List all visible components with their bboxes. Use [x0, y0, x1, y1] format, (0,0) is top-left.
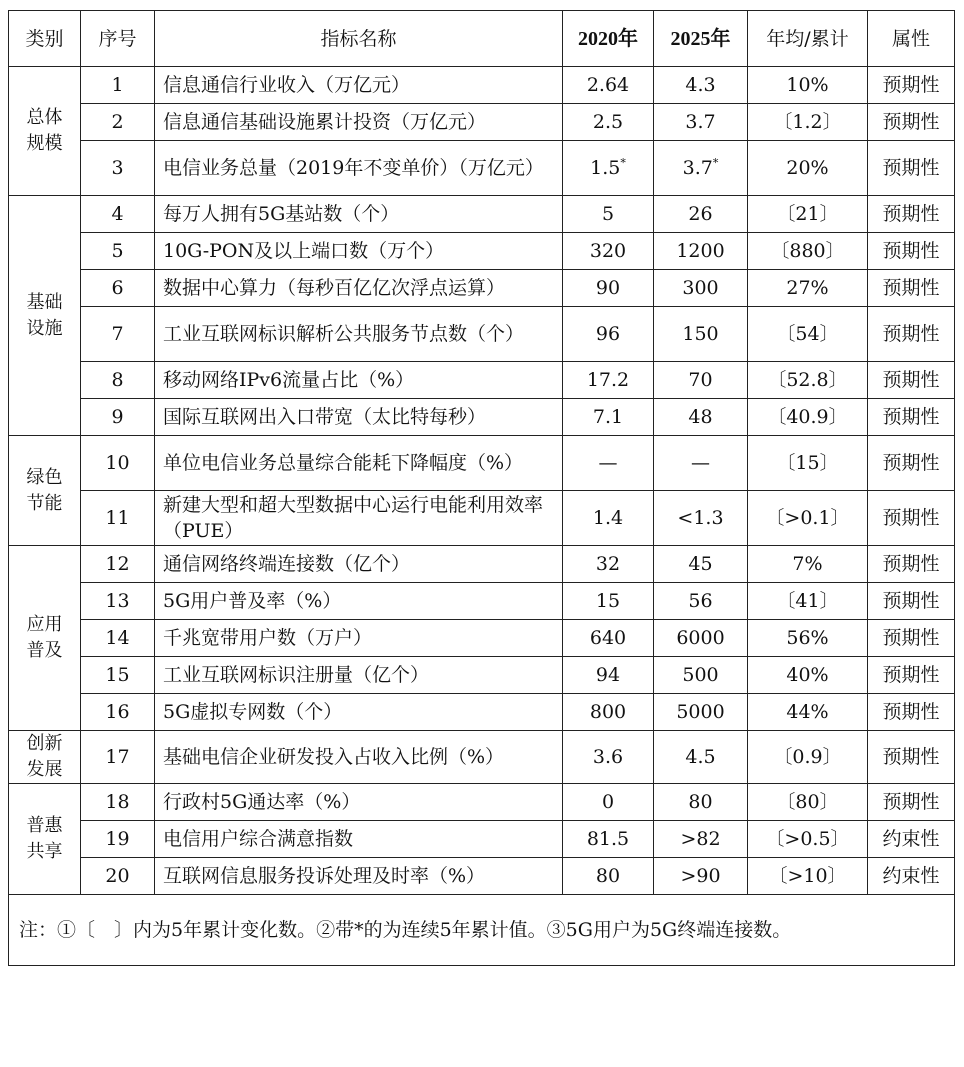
avg-cumulative-cell [748, 620, 868, 657]
number-text: 15 [105, 664, 130, 686]
number-cell [81, 858, 155, 895]
category-label-line: 设施 [26, 317, 63, 339]
number-cell [81, 270, 155, 307]
number-text: 5 [111, 240, 124, 262]
number-text: 19 [105, 828, 130, 850]
number-cell [81, 491, 155, 546]
value-2020-cell [563, 657, 654, 694]
number-text: 11 [105, 507, 130, 529]
attribute-cell [868, 657, 955, 694]
attribute-text: 预期性 [882, 369, 940, 391]
table-row [9, 399, 955, 436]
attribute-text: 预期性 [882, 111, 940, 133]
value-2025-cell [654, 731, 748, 784]
value-2020-cell [563, 784, 654, 821]
attribute-text: 预期性 [882, 791, 940, 813]
avg-cumulative-cell [748, 657, 868, 694]
avg-cumulative-cell [748, 233, 868, 270]
number-cell [81, 196, 155, 233]
value-2020-text: 5 [601, 203, 615, 225]
table-row [9, 270, 955, 307]
value-2025-cell [654, 362, 748, 399]
attribute-text: 预期性 [882, 590, 940, 612]
value-2025-text: 26 [688, 203, 713, 225]
attribute-text: 预期性 [882, 406, 940, 428]
avg-cumulative-cell [748, 399, 868, 436]
value-2025-cell [654, 67, 748, 104]
value-2020-cell [563, 731, 654, 784]
avg-cumulative-text: 56% [786, 627, 829, 649]
avg-cumulative-text: 20% [786, 157, 829, 179]
table-header-row [9, 11, 955, 67]
avg-cumulative-cell [748, 436, 868, 491]
value-2020-cell [563, 307, 654, 362]
indicator-name-cell [155, 399, 563, 436]
attribute-text: 预期性 [882, 323, 940, 345]
indicator-table-document [8, 10, 954, 966]
avg-cumulative-text: 〔80〕 [776, 791, 839, 813]
attribute-text: 预期性 [882, 452, 940, 474]
value-2025-cell [654, 307, 748, 362]
indicator-name-text: 信息通信基础设施累计投资（万亿元） [163, 111, 487, 133]
indicator-name-text: 单位电信业务总量综合能耗下降幅度（%） [163, 452, 524, 474]
category-label-line: 基础 [26, 291, 63, 313]
avg-cumulative-text: 〔880〕 [770, 240, 845, 262]
number-cell [81, 784, 155, 821]
value-2025-text: 45 [688, 553, 713, 575]
indicator-name-text: 每万人拥有5G基站数（个） [163, 203, 400, 225]
indicator-name-text: 基础电信企业研发投入占收入比例（%） [163, 746, 505, 768]
value-2025-cell [654, 784, 748, 821]
header-category: 类别 [9, 11, 81, 67]
indicator-name-text: 信息通信行业收入（万亿元） [163, 74, 411, 96]
table-row [9, 694, 955, 731]
header-indicator-name: 指标名称 [155, 11, 563, 67]
header-2025: 2025年 [654, 11, 748, 67]
indicator-name-text: 5G用户普及率（%） [163, 590, 342, 612]
avg-cumulative-cell [748, 67, 868, 104]
value-2025-text: 56 [688, 590, 713, 612]
value-2025-cell [654, 620, 748, 657]
indicator-name-cell [155, 141, 563, 196]
attribute-cell [868, 491, 955, 546]
value-2025-cell [654, 546, 748, 583]
indicator-name-cell [155, 731, 563, 784]
avg-cumulative-cell [748, 491, 868, 546]
number-text: 8 [111, 369, 124, 391]
table-note: 注：①〔 〕内为5年累计变化数。②带*的为连续5年累计值。③5G用户为5G终端连接数。 [9, 895, 955, 966]
attribute-text: 预期性 [882, 277, 940, 299]
table-row [9, 196, 955, 233]
indicator-name-cell [155, 657, 563, 694]
table-row [9, 731, 955, 784]
value-2020-text: 96 [595, 323, 621, 345]
category-label-line: 普惠 [26, 815, 63, 836]
table-row [9, 141, 955, 196]
value-2020-text: 3.6 [592, 746, 624, 768]
number-cell [81, 657, 155, 694]
value-2025-text: 4.5 [685, 746, 716, 768]
avg-cumulative-cell [748, 821, 868, 858]
number-cell [81, 141, 155, 196]
indicator-name-cell [155, 67, 563, 104]
number-cell [81, 436, 155, 491]
attribute-cell [868, 858, 955, 895]
table-row [9, 362, 955, 399]
attribute-cell [868, 620, 955, 657]
indicator-table [8, 10, 955, 966]
value-2025-text: 3.7 [682, 157, 713, 179]
value-2025-cell [654, 436, 748, 491]
attribute-cell [868, 104, 955, 141]
indicator-name-cell [155, 196, 563, 233]
attribute-text: 预期性 [882, 507, 940, 529]
number-text: 3 [111, 157, 124, 179]
category-label-line: 共享 [26, 841, 63, 862]
value-2025-text: 1200 [676, 240, 725, 262]
value-2020-text: 320 [589, 240, 627, 262]
number-text: 4 [111, 203, 124, 225]
value-2020-cell [563, 104, 654, 141]
attribute-text: 约束性 [882, 865, 940, 887]
indicator-name-text: 工业互联网标识解析公共服务节点数（个） [163, 323, 525, 345]
attribute-cell [868, 694, 955, 731]
number-text: 10 [105, 452, 130, 474]
value-2025-text: >90 [680, 865, 721, 887]
indicator-name-cell [155, 233, 563, 270]
attribute-cell [868, 141, 955, 196]
attribute-text: 预期性 [882, 74, 940, 96]
value-2020-text: 90 [595, 277, 621, 299]
value-2020-text: 80 [595, 865, 621, 887]
number-cell [81, 307, 155, 362]
number-text: 18 [105, 791, 130, 813]
avg-cumulative-cell [748, 858, 868, 895]
category-label-line: 绿色 [26, 466, 63, 488]
category-label-line: 总体 [26, 107, 63, 128]
table-row [9, 104, 955, 141]
indicator-name-text: 电信用户综合满意指数 [163, 828, 354, 850]
attribute-text: 预期性 [882, 240, 940, 262]
avg-cumulative-text: 〔0.9〕 [773, 746, 842, 768]
value-2020-cell [563, 694, 654, 731]
value-2025-cell [654, 399, 748, 436]
value-2025-text: 6000 [676, 627, 725, 649]
value-2020-text: 640 [589, 627, 627, 649]
value-2025-text: 48 [688, 406, 713, 428]
table-row [9, 657, 955, 694]
table-row [9, 233, 955, 270]
value-2020-cell [563, 620, 654, 657]
category-cell [9, 784, 81, 895]
table-row [9, 307, 955, 362]
avg-cumulative-text: 〔>0.5〕 [765, 828, 850, 850]
value-2025-cell [654, 104, 748, 141]
indicator-name-text: 互联网信息服务投诉处理及时率（%） [163, 865, 486, 887]
attribute-cell [868, 731, 955, 784]
attribute-cell [868, 233, 955, 270]
attribute-cell [868, 67, 955, 104]
table-row [9, 436, 955, 491]
number-cell [81, 821, 155, 858]
attribute-cell [868, 196, 955, 233]
indicator-name-text: 5G虚拟专网数（个） [163, 701, 343, 723]
attribute-text: 预期性 [882, 746, 940, 768]
value-2020-text: 0 [601, 791, 615, 813]
number-text: 14 [105, 627, 130, 649]
value-2020-cell [563, 436, 654, 491]
attribute-text: 预期性 [882, 701, 940, 723]
value-2025-text: 5000 [676, 701, 725, 723]
number-cell [81, 694, 155, 731]
avg-cumulative-cell [748, 307, 868, 362]
value-2020-text: 81.5 [586, 828, 630, 850]
value-2025-text: 150 [682, 323, 719, 345]
value-2025-text: >82 [680, 828, 721, 850]
avg-cumulative-text: 〔1.2〕 [773, 111, 842, 133]
indicator-name-cell [155, 858, 563, 895]
table-body [9, 67, 955, 895]
value-2025-cell [654, 694, 748, 731]
table-row [9, 821, 955, 858]
indicator-name-cell [155, 104, 563, 141]
value-2020-cell [563, 270, 654, 307]
attribute-cell [868, 583, 955, 620]
number-text: 13 [105, 590, 130, 612]
header-2020: 2020年 [563, 11, 654, 67]
avg-cumulative-cell [748, 546, 868, 583]
value-2020-text: 7.1 [592, 406, 624, 428]
header-number: 序号 [81, 11, 155, 67]
category-cell [9, 731, 81, 784]
value-2020-text: — [598, 452, 618, 474]
header-avg-cumulative: 年均/累计 [748, 11, 868, 67]
avg-cumulative-cell [748, 731, 868, 784]
avg-cumulative-text: 〔21〕 [776, 203, 839, 225]
attribute-cell [868, 362, 955, 399]
attribute-text: 预期性 [882, 553, 940, 575]
value-2020-cell [563, 196, 654, 233]
number-text: 2 [111, 111, 124, 133]
value-2020-cell [563, 858, 654, 895]
category-label-line: 应用 [26, 614, 63, 635]
value-2020-text: 17.2 [586, 369, 630, 391]
avg-cumulative-text: 10% [786, 74, 829, 96]
value-2020-cell [563, 141, 654, 196]
attribute-text: 约束性 [882, 828, 940, 850]
category-cell [9, 546, 81, 731]
indicator-name-text: 通信网络终端连接数（亿个） [163, 553, 411, 575]
avg-cumulative-text: 〔>0.1〕 [765, 507, 850, 529]
value-2025-text: 80 [688, 791, 713, 813]
number-cell [81, 399, 155, 436]
indicator-name-text: 移动网络IPv6流量占比（%） [163, 369, 415, 391]
attribute-text: 预期性 [882, 157, 940, 179]
value-2020-text: 1.4 [592, 507, 624, 529]
avg-cumulative-text: 〔54〕 [776, 323, 839, 345]
avg-cumulative-text: 〔40.9〕 [767, 406, 848, 428]
value-2020-text: 800 [589, 701, 627, 723]
header-attribute: 属性 [868, 11, 955, 67]
number-cell [81, 583, 155, 620]
table-row [9, 583, 955, 620]
value-2020-cell [563, 821, 654, 858]
value-2020-cell [563, 399, 654, 436]
number-text: 9 [111, 406, 124, 428]
attribute-cell [868, 307, 955, 362]
value-2025-cell [654, 196, 748, 233]
value-2020-text: 2.64 [586, 74, 630, 96]
attribute-text: 预期性 [882, 203, 940, 225]
avg-cumulative-text: 7% [792, 553, 823, 575]
attribute-cell [868, 546, 955, 583]
cumulative-star-mark: * [620, 156, 626, 170]
indicator-name-cell [155, 821, 563, 858]
avg-cumulative-cell [748, 196, 868, 233]
value-2025-cell [654, 821, 748, 858]
category-label-line: 创新 [26, 733, 63, 754]
indicator-name-cell [155, 784, 563, 821]
attribute-cell [868, 821, 955, 858]
avg-cumulative-text: 〔15〕 [776, 452, 839, 474]
attribute-cell [868, 399, 955, 436]
value-2025-text: 4.3 [685, 74, 716, 96]
indicator-name-text: 10G-PON及以上端口数（万个） [163, 240, 445, 262]
avg-cumulative-cell [748, 583, 868, 620]
avg-cumulative-text: 〔52.8〕 [767, 369, 848, 391]
avg-cumulative-cell [748, 362, 868, 399]
number-text: 16 [105, 701, 130, 723]
value-2020-cell [563, 491, 654, 546]
value-2025-cell [654, 233, 748, 270]
table-row [9, 546, 955, 583]
attribute-cell [868, 436, 955, 491]
number-text: 1 [111, 74, 124, 96]
indicator-name-cell [155, 546, 563, 583]
value-2025-text: 3.7 [685, 111, 716, 133]
attribute-cell [868, 270, 955, 307]
avg-cumulative-text: 27% [786, 277, 829, 299]
number-text: 7 [111, 323, 124, 345]
number-cell [81, 104, 155, 141]
value-2025-text: <1.3 [677, 507, 724, 529]
indicator-name-cell [155, 307, 563, 362]
attribute-text: 预期性 [882, 664, 940, 686]
table-row [9, 620, 955, 657]
value-2025-cell [654, 141, 748, 196]
value-2020-text: 1.5 [590, 157, 621, 179]
value-2025-cell [654, 858, 748, 895]
number-cell [81, 233, 155, 270]
table-row [9, 491, 955, 546]
avg-cumulative-text: 44% [786, 701, 829, 723]
avg-cumulative-text: 〔>10〕 [768, 865, 847, 887]
indicator-name-text: 行政村5G通达率（%） [163, 791, 361, 813]
number-cell [81, 731, 155, 784]
cumulative-star-mark: * [712, 156, 719, 170]
number-text: 12 [105, 553, 130, 575]
indicator-name-cell [155, 583, 563, 620]
number-cell [81, 620, 155, 657]
indicator-name-text: 国际互联网出入口带宽（太比特每秒） [163, 406, 487, 428]
attribute-text: 预期性 [882, 627, 940, 649]
value-2025-cell [654, 657, 748, 694]
value-2025-text: 300 [682, 277, 719, 299]
attribute-cell [868, 784, 955, 821]
value-2025-text: 500 [682, 664, 719, 686]
category-label-line: 规模 [26, 133, 63, 154]
avg-cumulative-cell [748, 270, 868, 307]
avg-cumulative-cell [748, 694, 868, 731]
value-2020-text: 2.5 [592, 111, 624, 133]
category-label-line: 发展 [26, 759, 63, 780]
table-row [9, 784, 955, 821]
value-2020-text: 15 [595, 590, 621, 612]
value-2020-cell [563, 67, 654, 104]
indicator-name-cell [155, 270, 563, 307]
value-2020-cell [563, 362, 654, 399]
category-label-line: 普及 [26, 640, 63, 661]
indicator-name-cell [155, 620, 563, 657]
number-text: 6 [111, 277, 124, 299]
avg-cumulative-cell [748, 141, 868, 196]
note-row [9, 895, 955, 966]
table-row [9, 67, 955, 104]
value-2020-cell [563, 233, 654, 270]
table-row [9, 858, 955, 895]
indicator-name-cell [155, 694, 563, 731]
avg-cumulative-cell [748, 784, 868, 821]
value-2020-cell [563, 546, 654, 583]
indicator-name-text: 数据中心算力（每秒百亿亿次浮点运算） [163, 277, 506, 299]
value-2020-text: 32 [595, 553, 621, 575]
avg-cumulative-text: 〔41〕 [776, 590, 839, 612]
indicator-name-text: 电信业务总量（2019年不变单价）（万亿元） [163, 157, 544, 179]
indicator-name-cell [155, 491, 563, 546]
avg-cumulative-text: 40% [786, 664, 829, 686]
indicator-name-text: 新建大型和超大型数据中心运行电能利用效率（PUE） [163, 494, 544, 542]
value-2025-cell [654, 491, 748, 546]
number-cell [81, 67, 155, 104]
indicator-name-cell [155, 362, 563, 399]
value-2025-cell [654, 270, 748, 307]
category-cell [9, 196, 81, 436]
number-cell [81, 362, 155, 399]
value-2025-text: — [691, 452, 710, 474]
number-text: 17 [105, 746, 130, 768]
number-text: 20 [105, 865, 130, 887]
category-cell [9, 436, 81, 546]
indicator-name-cell [155, 436, 563, 491]
value-2025-cell [654, 583, 748, 620]
value-2020-text: 94 [595, 664, 621, 686]
number-cell [81, 546, 155, 583]
indicator-name-text: 千兆宽带用户数（万户） [163, 627, 373, 649]
category-label-line: 节能 [26, 492, 63, 514]
category-cell [9, 67, 81, 196]
value-2025-text: 70 [688, 369, 713, 391]
value-2020-cell [563, 583, 654, 620]
indicator-name-text: 工业互联网标识注册量（亿个） [163, 664, 430, 686]
avg-cumulative-cell [748, 104, 868, 141]
